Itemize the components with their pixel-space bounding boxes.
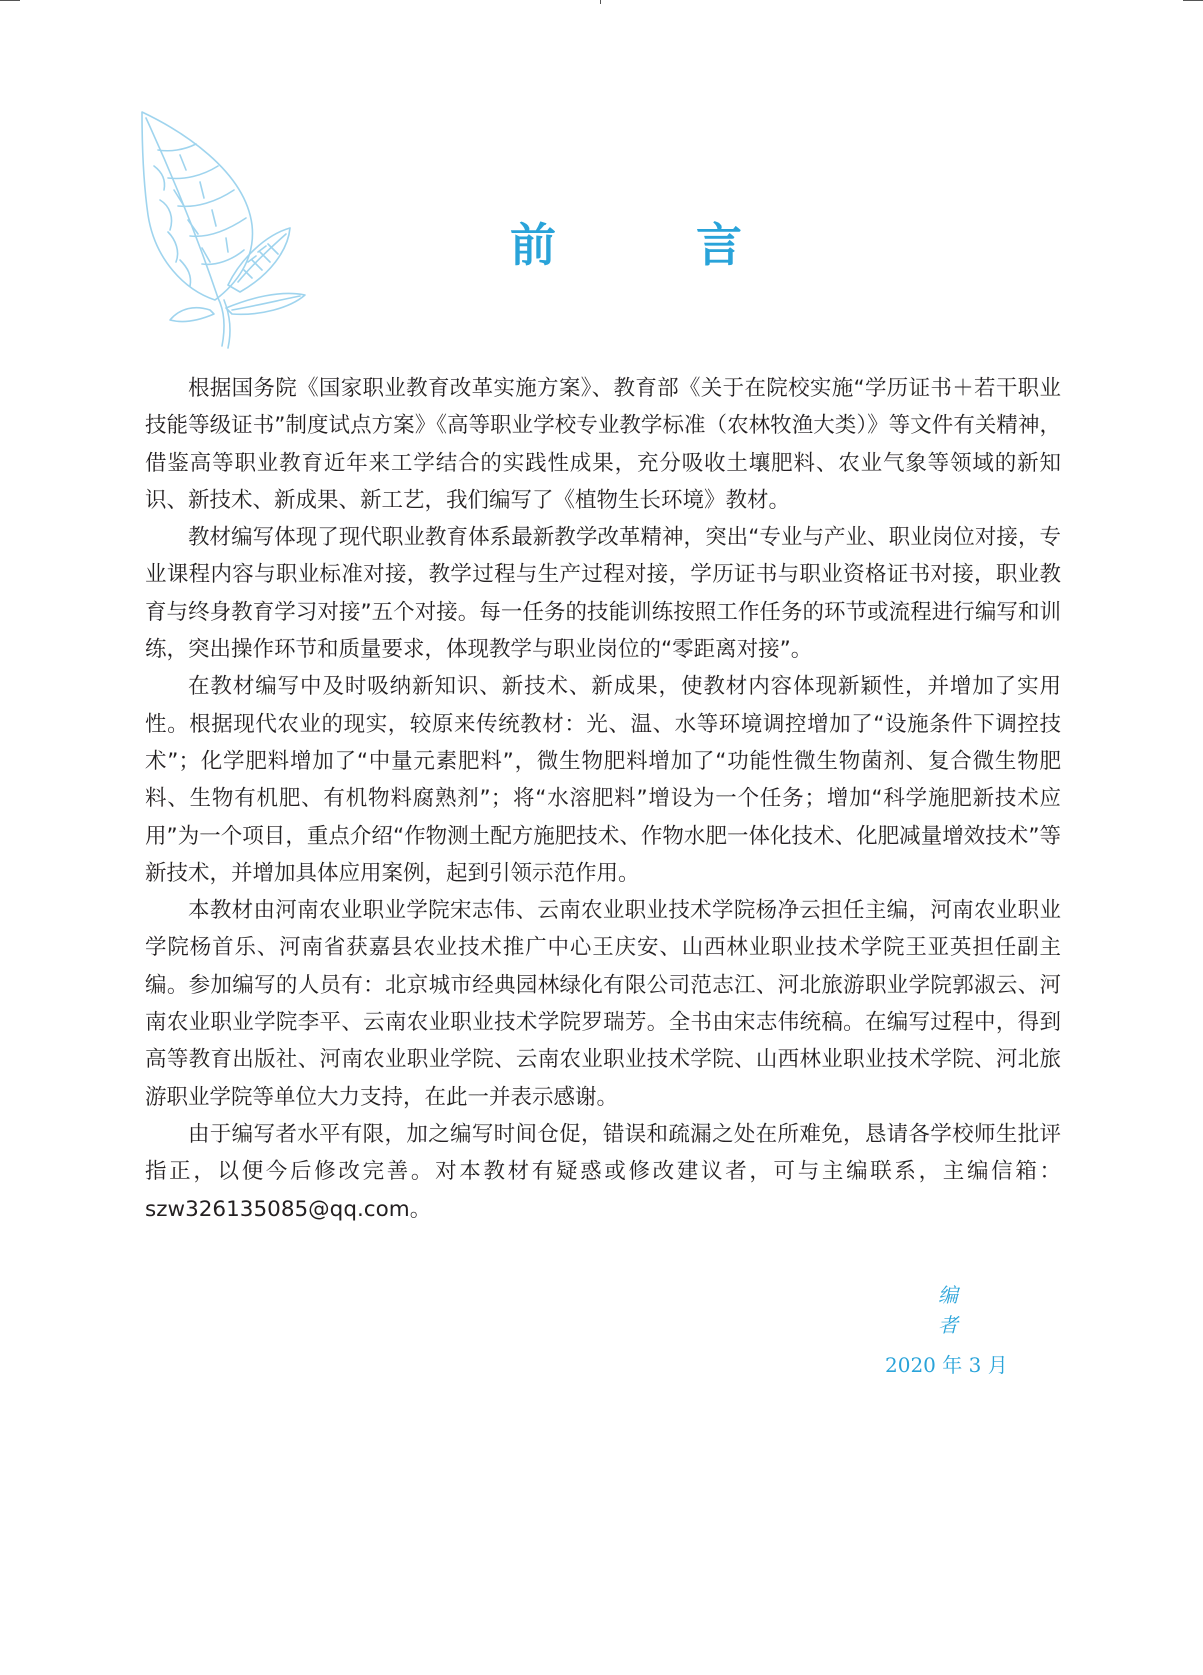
page-title: 前 言 (510, 218, 805, 272)
paragraph: 在教材编写中及时吸纳新知识、新技术、新成果，使教材内容体现新颖性，并增加了实用性。根据现代农业的现实，较原来传统教材：光、温、水等环境调控增加了“设施条件下调控技术”；化学肥料增加了“中量元素肥料”，微生物肥料增加了“功能性微生物菌剂、复合微生物肥料、生物有机肥、有机物料腐熟剂”；将“水溶肥料”增设为一个任务；增加“科学施肥新技术应用”为一个项目，重点介绍“作物测土配方施肥技术、作物水肥一体化技术、化肥减量增效技术”等新技术，并增加具体应用案例，起到引领示范作用。 (145, 674, 1061, 886)
signature-date: 2020 年 3 月 (885, 1353, 1008, 1377)
signature-editor: 编者 (938, 1283, 996, 1337)
crop-mark-left (0, 0, 20, 6)
crop-mark-right (1183, 0, 1203, 6)
crop-mark-center (600, 0, 601, 4)
preface-body (145, 370, 1061, 1228)
paragraph: 根据国务院《国家职业教育改革实施方案》、教育部《关于在院校实施“学历证书＋若干职业技能等级证书”制度试点方案》《高等职业学校专业教学标准（农林牧渔大类）》等文件有关精神，借鉴高等职业教育近年来工学结合的实践性成果，充分吸收土壤肥料、农业气象等领域的新知识、新技术、新成果、新工艺，我们编写了《植物生长环境》教材。 (145, 376, 1061, 513)
paragraph: 本教材由河南农业职业学院宋志伟、云南农业职业技术学院杨净云担任主编，河南农业职业学院杨首乐、河南省获嘉县农业技术推广中心王庆安、山西林业职业技术学院王亚英担任副主编。参加编写的人员有：北京城市经典园林绿化有限公司范志江、河北旅游职业学院郭淑云、河南农业职业学院李平、云南农业职业技术学院罗瑞芳。全书由宋志伟统稿。在编写过程中，得到高等教育出版社、河南农业职业学院、云南农业职业技术学院、山西林业职业技术学院、河北旅游职业学院等单位大力支持，在此一并表示感谢。 (145, 898, 1061, 1110)
leaf-icon (140, 110, 320, 350)
paragraph: 由于编写者水平有限，加之编写时间仓促，错误和疏漏之处在所难免，恳请各学校师生批评指正，以便今后修改完善。对本教材有疑惑或修改建议者，可与主编联系，主编信箱：szw326135085@qq.com。 (145, 1121, 1061, 1222)
paragraph: 教材编写体现了现代职业教育体系最新教学改革精神，突出“专业与产业、职业岗位对接，专业课程内容与职业标准对接，教学过程与生产过程对接，学历证书与职业资格证书对接，职业教育与终身教育学习对接”五个对接。每一任务的技能训练按照工作任务的环节或流程进行编写和训练，突出操作环节和质量要求，体现教学与职业岗位的“零距离对接”。 (145, 525, 1061, 663)
signature-block (885, 1280, 1008, 1380)
